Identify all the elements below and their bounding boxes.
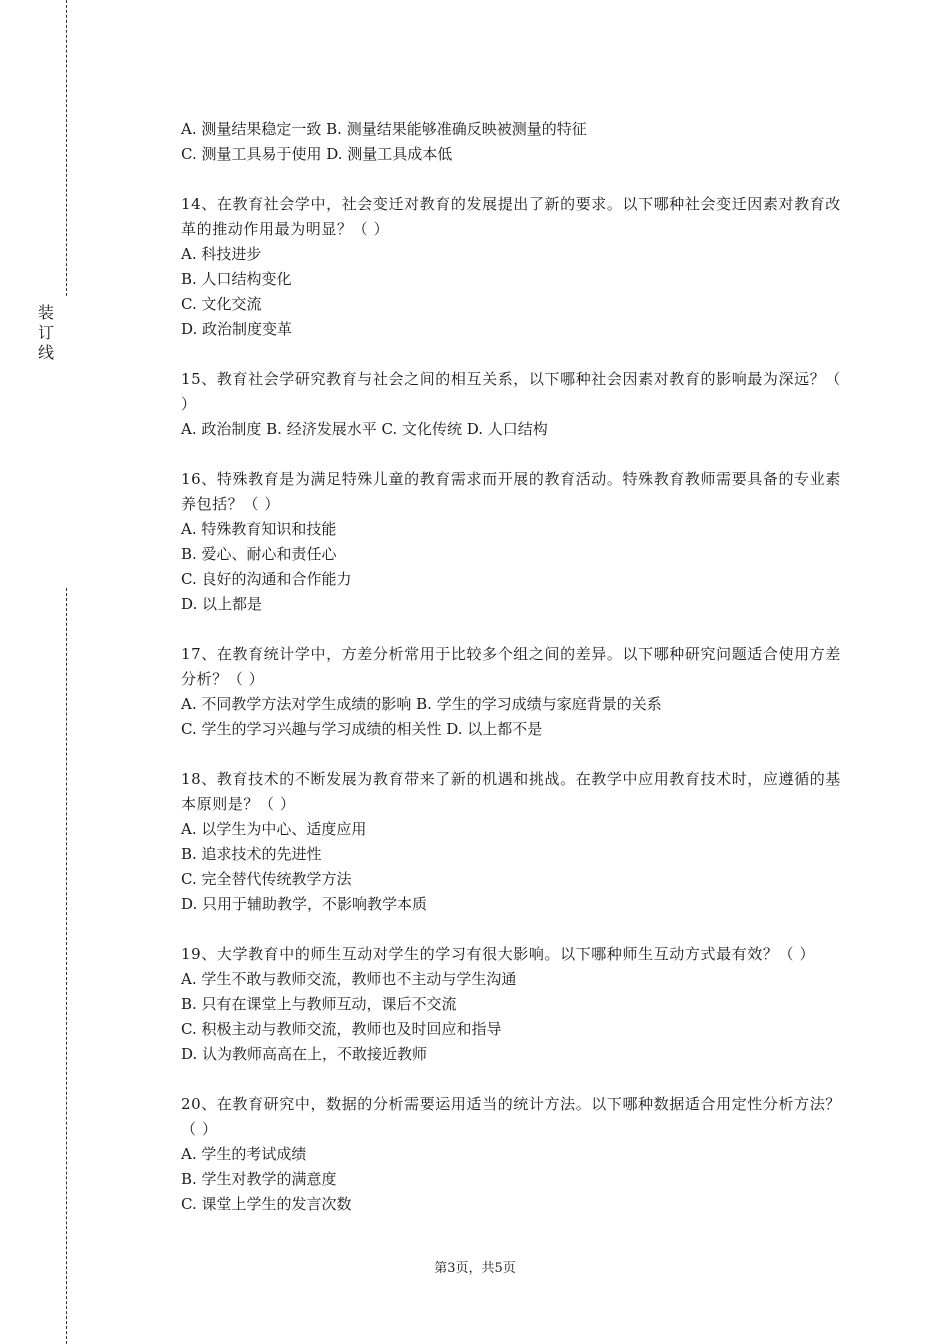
question-stem: 18、教育技术的不断发展为教育带来了新的机遇和挑战。在教学中应用教育技术时，应遵循的基本原则是？（ ） [181,770,841,813]
option-line: C. 良好的沟通和合作能力 [181,570,352,588]
question-18 [181,767,841,917]
option-line: B. 学生对教学的满意度 [181,1170,337,1188]
exam-content [181,117,841,1217]
option-line: B. 爱心、耐心和责任心 [181,545,337,563]
option-line: D. 政治制度变革 [181,320,293,338]
binding-dashed-line-bottom [66,588,67,1344]
option-line: A. 不同教学方法对学生成绩的影响 B. 学生的学习成绩与家庭背景的关系 [181,695,662,713]
question-20 [181,1092,841,1217]
question-19 [181,942,841,1067]
option-line: A. 政治制度 B. 经济发展水平 C. 文化传统 D. 人口结构 [181,420,548,438]
option-line: C. 测量工具易于使用 D. 测量工具成本低 [181,145,453,163]
binding-dashed-line-top [66,0,67,296]
binding-label-char: 订 [37,323,54,342]
question-stem: 17、在教育统计学中，方差分析常用于比较多个组之间的差异。以下哪种研究问题适合使用方差分析？（ ） [181,645,841,688]
question-16 [181,467,841,617]
option-line: A. 特殊教育知识和技能 [181,520,337,538]
option-line: B. 人口结构变化 [181,270,292,288]
question-17 [181,642,841,742]
binding-label-char: 装 [37,303,54,322]
option-line: C. 文化交流 [181,295,262,313]
question-stem: 15、教育社会学研究教育与社会之间的相互关系，以下哪种社会因素对教育的影响最为深远？（ ） [181,370,841,413]
option-line: C. 课堂上学生的发言次数 [181,1195,352,1213]
option-line: C. 积极主动与教师交流，教师也及时回应和指导 [181,1020,502,1038]
option-line: A. 科技进步 [181,245,262,263]
question-14 [181,192,841,342]
option-line: B. 追求技术的先进性 [181,845,322,863]
option-line: A. 学生的考试成绩 [181,1145,307,1163]
continued-options [181,117,841,167]
question-15 [181,367,841,442]
option-line: D. 以上都是 [181,595,263,613]
question-stem: 14、在教育社会学中，社会变迁对教育的发展提出了新的要求。以下哪种社会变迁因素对教育改革的推动作用最为明显？（ ） [181,195,841,238]
option-line: C. 完全替代传统教学方法 [181,870,352,888]
binding-label [36,303,56,363]
page-number-footer: 第3页，共5页 [434,1261,516,1276]
option-line: D. 只用于辅助教学，不影响教学本质 [181,895,428,913]
option-line: C. 学生的学习兴趣与学习成绩的相关性 D. 以上都不是 [181,720,543,738]
question-stem: 19、大学教育中的师生互动对学生的学习有很大影响。以下哪种师生互动方式最有效？（ ） [181,945,816,963]
option-line: A. 测量结果稳定一致 B. 测量结果能够准确反映被测量的特征 [181,120,587,138]
question-stem: 20、在教育研究中，数据的分析需要运用适当的统计方法。以下哪种数据适合用定性分析方法？（ ） [181,1095,841,1138]
option-line: B. 只有在课堂上与教师互动，课后不交流 [181,995,457,1013]
option-line: A. 学生不敢与教师交流，教师也不主动与学生沟通 [181,970,517,988]
option-line: A. 以学生为中心、适度应用 [181,820,367,838]
binding-label-char: 线 [37,343,54,362]
question-stem: 16、特殊教育是为满足特殊儿童的教育需求而开展的教育活动。特殊教育教师需要具备的专业素养包括？（ ） [181,470,841,513]
option-line: D. 认为教师高高在上，不敢接近教师 [181,1045,428,1063]
